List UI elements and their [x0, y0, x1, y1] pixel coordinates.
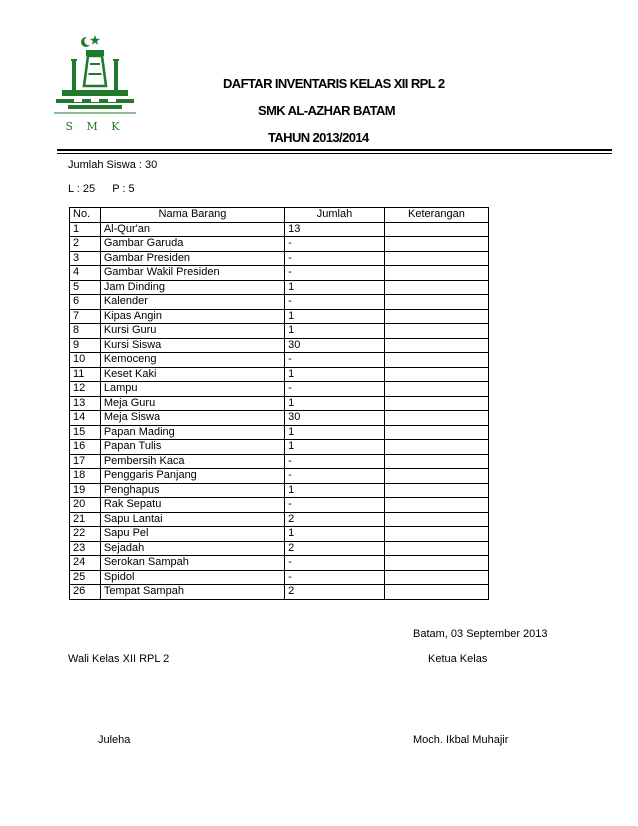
table-row: [70, 295, 489, 310]
cell-nama-barang: Pembersih Kaca: [100, 454, 284, 469]
cell-jumlah: 1: [285, 367, 385, 382]
table-body: [70, 222, 489, 599]
cell-keterangan: [384, 527, 488, 542]
table-row: [70, 367, 489, 382]
cell-jumlah: -: [285, 382, 385, 397]
cell-no: 13: [70, 396, 101, 411]
cell-no: 11: [70, 367, 101, 382]
table-row: [70, 570, 489, 585]
cell-keterangan: [384, 295, 488, 310]
cell-nama-barang: Rak Sepatu: [100, 498, 284, 513]
academic-year: TAHUN 2013/2014: [268, 130, 369, 145]
table-row: [70, 309, 489, 324]
cell-no: 20: [70, 498, 101, 513]
cell-nama-barang: Kemoceng: [100, 353, 284, 368]
cell-jumlah: 1: [285, 483, 385, 498]
cell-keterangan: [384, 266, 488, 281]
cell-keterangan: [384, 237, 488, 252]
logo-text: S M K: [65, 120, 125, 133]
cell-no: 25: [70, 570, 101, 585]
table-row: [70, 541, 489, 556]
cell-nama-barang: Kursi Siswa: [100, 338, 284, 353]
cell-no: 16: [70, 440, 101, 455]
cell-no: 21: [70, 512, 101, 527]
cell-no: 18: [70, 469, 101, 484]
class-leader-role: Ketua Kelas: [428, 653, 488, 665]
cell-nama-barang: Sapu Lantai: [100, 512, 284, 527]
cell-nama-barang: Meja Siswa: [100, 411, 284, 426]
cell-no: 26: [70, 585, 101, 600]
cell-no: 10: [70, 353, 101, 368]
cell-jumlah: 1: [285, 425, 385, 440]
cell-nama-barang: Kalender: [100, 295, 284, 310]
school-logo: [52, 30, 138, 134]
table-row: [70, 454, 489, 469]
table-row: [70, 222, 489, 237]
cell-jumlah: -: [285, 237, 385, 252]
gender-breakdown: [68, 183, 149, 195]
table-row: [70, 338, 489, 353]
cell-jumlah: -: [285, 570, 385, 585]
table-row: [70, 396, 489, 411]
cell-jumlah: -: [285, 469, 385, 484]
cell-nama-barang: Spidol: [100, 570, 284, 585]
cell-jumlah: -: [285, 498, 385, 513]
cell-jumlah: 1: [285, 324, 385, 339]
cell-nama-barang: Gambar Garuda: [100, 237, 284, 252]
cell-jumlah: -: [285, 266, 385, 281]
cell-jumlah: 2: [285, 512, 385, 527]
school-name: SMK AL-AZHAR BATAM: [258, 103, 395, 118]
cell-jumlah: 1: [285, 527, 385, 542]
cell-no: 22: [70, 527, 101, 542]
cell-no: 1: [70, 222, 101, 237]
table-row: [70, 585, 489, 600]
cell-no: 6: [70, 295, 101, 310]
cell-keterangan: [384, 309, 488, 324]
cell-no: 8: [70, 324, 101, 339]
cell-jumlah: 1: [285, 280, 385, 295]
cell-keterangan: [384, 541, 488, 556]
cell-no: 19: [70, 483, 101, 498]
cell-jumlah: -: [285, 251, 385, 266]
cell-no: 23: [70, 541, 101, 556]
table-row: [70, 266, 489, 281]
cell-nama-barang: Gambar Presiden: [100, 251, 284, 266]
cell-nama-barang: Kursi Guru: [100, 324, 284, 339]
cell-keterangan: [384, 512, 488, 527]
col-header-jumlah: Jumlah: [285, 208, 385, 223]
col-header-no: No.: [70, 208, 101, 223]
cell-keterangan: [384, 382, 488, 397]
class-leader-name: Moch. Ikbal Muhajir: [413, 734, 509, 746]
table-row: [70, 440, 489, 455]
cell-keterangan: [384, 469, 488, 484]
cell-nama-barang: Penggaris Panjang: [100, 469, 284, 484]
cell-keterangan: [384, 251, 488, 266]
cell-jumlah: 1: [285, 309, 385, 324]
header-rule-thin: [57, 153, 612, 154]
cell-nama-barang: Lampu: [100, 382, 284, 397]
cell-keterangan: [384, 425, 488, 440]
cell-keterangan: [384, 498, 488, 513]
cell-keterangan: [384, 396, 488, 411]
col-header-keterangan: Keterangan: [384, 208, 488, 223]
cell-nama-barang: Meja Guru: [100, 396, 284, 411]
table-row: [70, 280, 489, 295]
header-rule-thick: [57, 149, 612, 151]
inventory-table: [69, 207, 489, 600]
cell-keterangan: [384, 411, 488, 426]
cell-no: 2: [70, 237, 101, 252]
cell-nama-barang: Tempat Sampah: [100, 585, 284, 600]
cell-jumlah: 2: [285, 585, 385, 600]
homeroom-teacher-name: Juleha: [98, 734, 131, 746]
student-count: Jumlah Siswa : 30: [68, 159, 158, 171]
cell-nama-barang: Keset Kaki: [100, 367, 284, 382]
cell-nama-barang: Papan Mading: [100, 425, 284, 440]
cell-keterangan: [384, 454, 488, 469]
cell-keterangan: [384, 367, 488, 382]
cell-keterangan: [384, 353, 488, 368]
cell-keterangan: [384, 324, 488, 339]
place-date: Batam, 03 September 2013: [413, 628, 548, 640]
cell-keterangan: [384, 483, 488, 498]
cell-jumlah: -: [285, 454, 385, 469]
col-header-nama-barang: Nama Barang: [100, 208, 284, 223]
cell-jumlah: 1: [285, 396, 385, 411]
cell-jumlah: 30: [285, 411, 385, 426]
cell-keterangan: [384, 280, 488, 295]
homeroom-teacher-role: Wali Kelas XII RPL 2: [68, 653, 170, 665]
cell-no: 3: [70, 251, 101, 266]
table-row: [70, 527, 489, 542]
cell-keterangan: [384, 556, 488, 571]
cell-keterangan: [384, 222, 488, 237]
table-row: [70, 324, 489, 339]
cell-jumlah: -: [285, 295, 385, 310]
table-row: [70, 411, 489, 426]
cell-jumlah: 13: [285, 222, 385, 237]
cell-jumlah: 1: [285, 440, 385, 455]
table-row: [70, 469, 489, 484]
cell-jumlah: -: [285, 556, 385, 571]
table-header-row: [70, 208, 489, 223]
cell-keterangan: [384, 440, 488, 455]
cell-keterangan: [384, 570, 488, 585]
male-count: L : 25: [68, 183, 96, 195]
cell-no: 7: [70, 309, 101, 324]
table-row: [70, 512, 489, 527]
female-count: P : 5: [112, 183, 135, 195]
cell-no: 4: [70, 266, 101, 281]
table-row: [70, 483, 489, 498]
table-row: [70, 556, 489, 571]
table-row: [70, 237, 489, 252]
cell-jumlah: -: [285, 353, 385, 368]
table-row: [70, 353, 489, 368]
cell-nama-barang: Gambar Wakil Presiden: [100, 266, 284, 281]
cell-keterangan: [384, 585, 488, 600]
cell-jumlah: 30: [285, 338, 385, 353]
cell-no: 24: [70, 556, 101, 571]
cell-keterangan: [384, 338, 488, 353]
table-row: [70, 498, 489, 513]
cell-no: 15: [70, 425, 101, 440]
cell-nama-barang: Serokan Sampah: [100, 556, 284, 571]
cell-no: 5: [70, 280, 101, 295]
cell-jumlah: 2: [285, 541, 385, 556]
cell-no: 14: [70, 411, 101, 426]
cell-no: 12: [70, 382, 101, 397]
table-row: [70, 425, 489, 440]
document-title: DAFTAR INVENTARIS KELAS XII RPL 2: [223, 76, 445, 91]
cell-nama-barang: Al-Qur'an: [100, 222, 284, 237]
table-row: [70, 251, 489, 266]
cell-nama-barang: Jam Dinding: [100, 280, 284, 295]
cell-nama-barang: Penghapus: [100, 483, 284, 498]
cell-no: 17: [70, 454, 101, 469]
cell-nama-barang: Papan Tulis: [100, 440, 284, 455]
table-row: [70, 382, 489, 397]
cell-nama-barang: Kipas Angin: [100, 309, 284, 324]
cell-nama-barang: Sapu Pel: [100, 527, 284, 542]
cell-nama-barang: Sejadah: [100, 541, 284, 556]
cell-no: 9: [70, 338, 101, 353]
